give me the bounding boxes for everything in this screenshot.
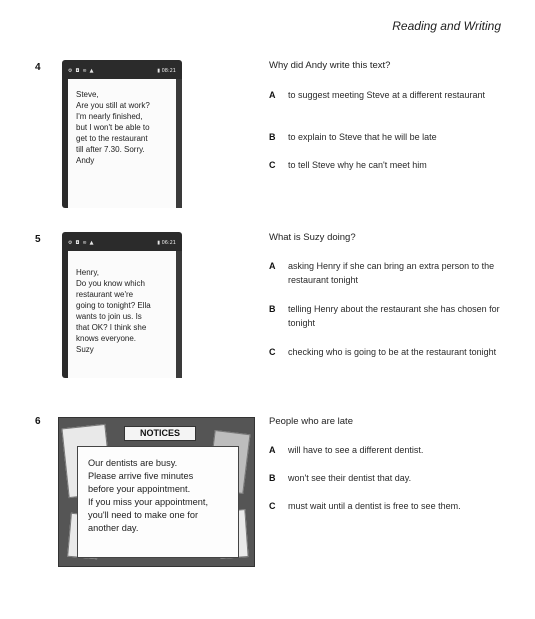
option-letter: B [269,304,276,314]
settings-icon: ⚙ [68,68,73,74]
camera-icon: ◘ [75,68,80,74]
signal-icon: ▲ [89,68,94,74]
option-text: to suggest meeting Steve at a different restaurant [288,90,485,100]
phone-status-bar [68,238,176,248]
option-letter: C [269,347,276,357]
option-text: won't see their dentist that day. [288,473,412,483]
phone-status-bar [68,66,176,76]
answer-option-c[interactable] [269,345,509,359]
option-text: checking who is going to be at the restaurant tonight [288,347,497,357]
notice-line: you'll need to make one for [88,510,199,520]
option-text: to explain to Steve that he will be late [288,132,437,142]
phone-image [62,232,182,378]
notice-board [58,417,255,567]
option-text: will have to see a different dentist. [288,445,424,455]
answer-option-c[interactable] [269,158,509,172]
answer-option-b[interactable] [269,471,509,485]
text-message: Steve, Are you still at work? I'm nearly finished, but I won't be able to get to the restaurant till after 7.30. Sorry. Andy [76,90,150,165]
option-text: asking Henry if she can bring an extra person to the restaurant tonight [288,261,495,285]
answer-option-a[interactable] [269,443,509,457]
option-letter: A [269,90,276,100]
notice-line: Please arrive five minutes [88,471,194,481]
option-letter: C [269,501,276,511]
question-number: 4 [35,62,41,73]
notice-title: NOTICES [124,426,196,441]
answer-option-c[interactable] [269,499,509,513]
question-prompt: People who are late [269,416,353,427]
option-text: telling Henry about the restaurant she has chosen for tonight [288,304,500,328]
page-header: Reading and Writing [392,19,501,33]
phone-scrollbar [176,79,182,208]
answer-option-a[interactable] [269,259,509,287]
option-text: must wait until a dentist is free to see them. [288,501,461,511]
option-letter: C [269,160,276,170]
question-prompt: What is Suzy doing? [269,232,356,243]
option-text: to tell Steve why he can't meet him [288,160,427,170]
option-letter: B [269,132,276,142]
question-number: 6 [35,416,41,427]
option-letter: B [269,473,276,483]
phone-time: 06:21 [161,240,176,246]
camera-icon: ◘ [75,240,80,246]
notice-line: Our dentists are busy. [88,458,178,468]
settings-icon: ⚙ [68,240,73,246]
answer-option-a[interactable] [269,88,509,102]
notice-card [77,446,239,558]
option-letter: A [269,445,276,455]
question-number: 5 [35,234,41,245]
phone-screen [68,79,176,208]
phone-time: 08:21 [161,68,176,74]
notice-line: If you miss your appointment, [88,497,209,507]
battery-icon: ▮ [157,240,160,246]
question-prompt: Why did Andy write this text? [269,60,391,71]
option-letter: A [269,261,276,271]
wifi-icon: ≋ [82,68,87,74]
notice-line: before your appointment. [88,484,191,494]
signal-icon: ▲ [89,240,94,246]
notice-line: another day. [88,523,139,533]
battery-icon: ▮ [157,68,160,74]
phone-scrollbar [176,251,182,378]
phone-image [62,60,182,208]
wifi-icon: ≋ [82,240,87,246]
answer-option-b[interactable] [269,130,509,144]
answer-option-b[interactable] [269,302,509,330]
text-message: Henry, Do you know which restaurant we're going to tonight? Ella wants to join us. Is that OK? I think she knows everyone. Suzy [76,268,151,354]
phone-screen [68,251,176,378]
